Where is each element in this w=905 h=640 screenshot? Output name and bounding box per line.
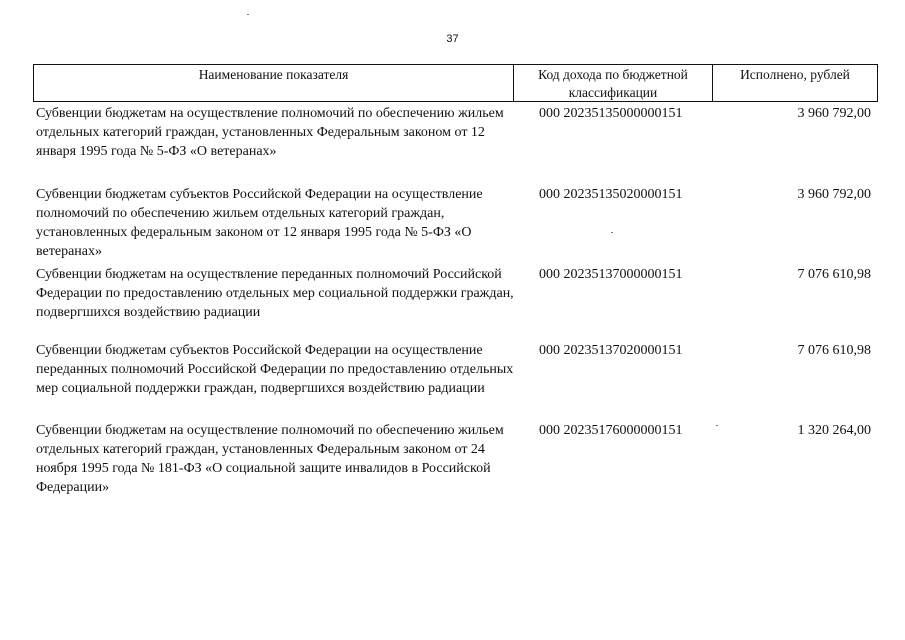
row-name: Субвенции бюджетам на осуществление переданных полномочий Российской Федерации по предоставлению отдельных мер социальной поддержки граждан, подвергшихся воздействию радиации [36, 267, 514, 320]
row-code: 000 20235135020000151 [539, 187, 683, 202]
row-code: 000 20235137000000151 [539, 267, 683, 282]
row-amount: 7 076 610,98 [797, 343, 871, 358]
row-code: 000 20235176000000151 [539, 423, 683, 438]
row-name: Субвенции бюджетам субъектов Российской Федерации на осуществление полномочий по обеспечению жильем отдельных категорий граждан, установленных федеральным законом от 12 января 1995 года № 5-ФЗ «О ветеранах» [36, 187, 483, 259]
scan-speck [247, 14, 249, 15]
table-row [33, 421, 878, 501]
header-amount: Исполнено, рублей [712, 65, 877, 101]
budget-table [33, 64, 878, 501]
row-amount: 3 960 792,00 [797, 106, 871, 121]
row-code: 000 20235135000000151 [539, 106, 683, 121]
table-row [33, 341, 878, 421]
row-amount: 3 960 792,00 [797, 187, 871, 202]
row-name: Субвенции бюджетам субъектов Российской Федерации на осуществление переданных полномочий Российской Федерации по предоставлению отдельных мер социальной поддержки граждан, подвергшихся воздействию радиации [36, 343, 514, 396]
table-row [33, 265, 878, 341]
table-row [33, 185, 878, 265]
table-row [33, 104, 878, 185]
row-name: Субвенции бюджетам на осуществление полномочий по обеспечению жильем отдельных категорий граждан, установленных Федеральным законом от 24 ноября 1995 года № 181-ФЗ «О социальной защите инвалидов в Российской Федерации» [36, 423, 504, 495]
header-code: Код дохода по бюджетной классификации [513, 65, 712, 101]
header-name: Наименование показателя [198, 67, 349, 82]
scan-speck [611, 232, 613, 233]
row-name: Субвенции бюджетам на осуществление полномочий по обеспечению жильем отдельных категорий граждан, установленных Федеральным законом от 12 января 1995 года № 5-ФЗ «О ветеранах» [36, 106, 504, 159]
row-amount: 1 320 264,00 [797, 423, 871, 438]
table-header [33, 64, 878, 102]
row-code: 000 20235137020000151 [539, 343, 683, 358]
page-number: 37 [446, 33, 459, 45]
scan-speck [716, 425, 718, 426]
row-amount: 7 076 610,98 [797, 267, 871, 282]
